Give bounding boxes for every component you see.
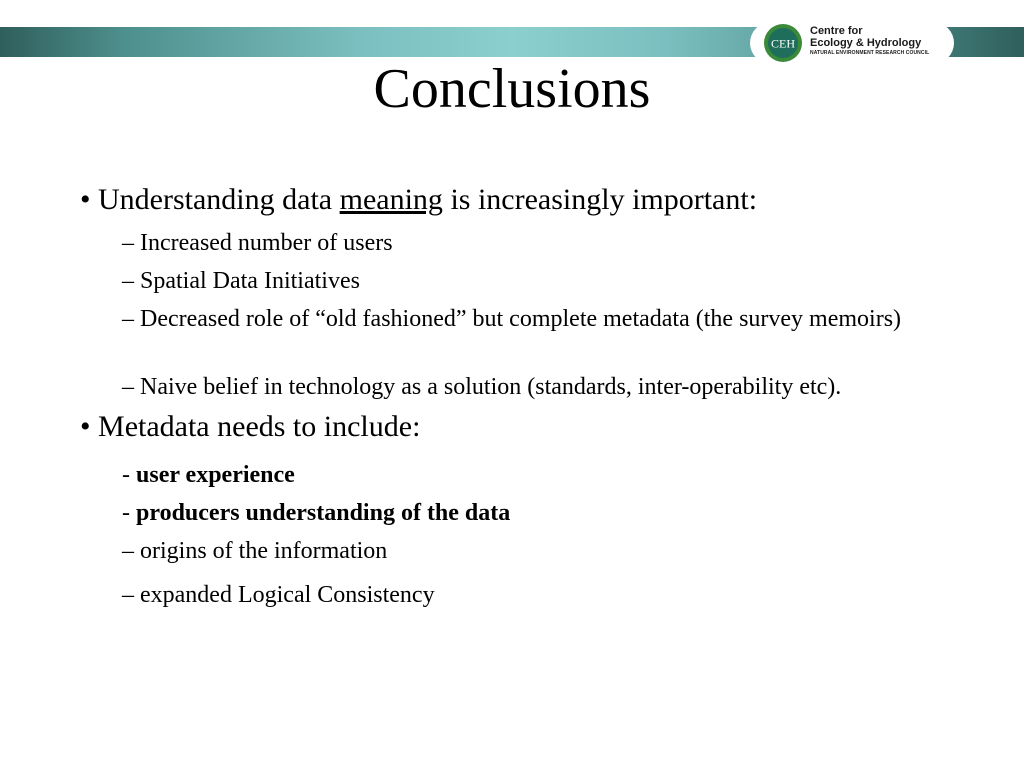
- sub-item-origins: – origins of the information: [122, 538, 388, 564]
- slide-title: Conclusions: [373, 58, 651, 120]
- bullet-text-before: Understanding data: [98, 183, 340, 216]
- bullet-metadata-needs: [80, 410, 420, 444]
- bullet-understanding-data: [80, 183, 757, 217]
- item-prefix: -: [122, 462, 136, 488]
- logo-line-centre-for: Centre for: [810, 25, 863, 37]
- bullet-text-after: is increasingly important:: [442, 183, 758, 216]
- logo-line-ecology-hydrology: Ecology & Hydrology: [810, 37, 922, 49]
- logo-text: [810, 25, 929, 57]
- item-text-bold: user experience: [136, 462, 295, 488]
- sub-item-old-metadata: – Decreased role of “old fashioned” but complete metadata (the survey memoirs): [122, 306, 902, 332]
- bullet-text: Metadata needs to include:: [98, 410, 421, 443]
- sub-item-users: – Increased number of users: [122, 230, 393, 256]
- underlined-word-meaning: meaning: [339, 183, 443, 216]
- sub-item-user-experience: [122, 460, 295, 491]
- logo-line-nerc: NATURAL ENVIRONMENT RESEARCH COUNCIL: [810, 50, 930, 56]
- sub-item-logical-consistency: – expanded Logical Consistency: [122, 582, 435, 608]
- sub-item-technology: – Naive belief in technology as a solution (standards, inter-operability etc).: [122, 374, 842, 400]
- item-prefix: -: [122, 500, 136, 526]
- sub-item-producers: [122, 498, 510, 529]
- item-text-bold: producers understanding of the data: [136, 500, 511, 526]
- bullet-marker: •: [80, 410, 91, 443]
- sub-item-sdi: – Spatial Data Initiatives: [122, 268, 360, 294]
- svg-text:CEH: CEH: [771, 36, 795, 51]
- bullet-marker: •: [80, 183, 91, 216]
